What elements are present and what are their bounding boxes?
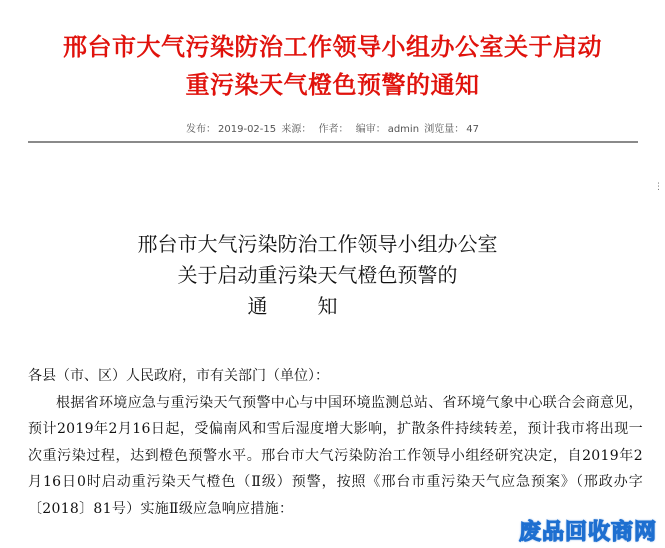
published-date: 2019-02-15	[218, 124, 277, 135]
watermark-text: 废品回收商网	[518, 520, 657, 545]
document-body	[28, 363, 643, 522]
headline-line-2: 重污染天气橙色预警的通知	[185, 71, 480, 99]
document-title-line-1: 邢台市大气污染防治工作领导小组办公室	[137, 232, 498, 256]
side-more-icon[interactable]: ⋮	[654, 182, 663, 192]
views-count: 47	[466, 124, 479, 135]
article-headline	[0, 28, 665, 104]
document-title	[0, 229, 665, 322]
header-divider	[28, 141, 638, 143]
document-title-line-2: 关于启动重污染天气橙色预警的	[177, 263, 458, 287]
salutation: 各县（市、区）人民政府，市有关部门（单位）：	[28, 368, 329, 384]
site-watermark	[478, 513, 665, 548]
author-label: 作者：	[318, 124, 349, 135]
editor-value: admin	[387, 124, 420, 135]
headline-line-1: 邢台市大气污染防治工作领导小组办公室关于启动	[63, 33, 602, 61]
views-label: 浏览量：	[424, 124, 465, 135]
source-label: 来源：	[281, 124, 312, 135]
published-label: 发布：	[186, 124, 217, 135]
document-title-line-3: 通知	[247, 294, 388, 318]
editor-label: 编审：	[355, 124, 386, 135]
article-meta	[0, 120, 665, 135]
paragraph: 根据省环境应急与重污染天气预警中心与中国环境监测总站、省环境气象中心联合会商意见，预计2019年2月16日起，受偏南风和雪后湿度增大影响，扩散条件持续转差，预计我市将出现一次重污染过程，达到橙色预警水平。邢台市大气污染防治工作领导小组经研究决定，自2019年2月16日0时启动重污染天气橙色（Ⅱ级）预警，按照《邢台市重污染天气应急预案》（邢政办字〔2018〕81号）实施Ⅱ级应急响应措施：	[28, 394, 643, 517]
